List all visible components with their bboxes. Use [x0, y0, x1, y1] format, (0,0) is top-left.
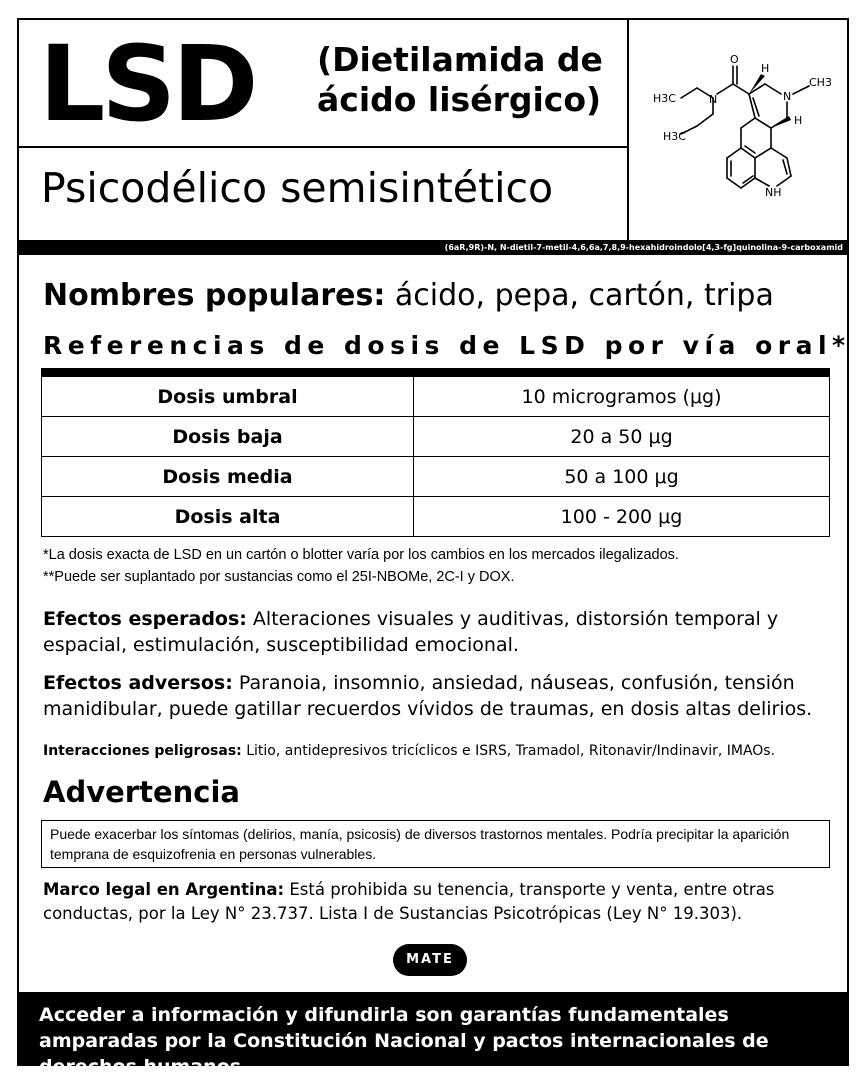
popular-names-label: Nombres populares: — [43, 278, 386, 313]
header-divider — [19, 146, 629, 148]
dose-label: Dosis media — [42, 457, 414, 497]
dose-value: 50 a 100 μg — [414, 457, 830, 497]
mate-logo: MATE — [393, 944, 467, 976]
substance-classification: Psicodélico semisintético — [41, 164, 554, 212]
legal-framework — [43, 878, 833, 926]
dose-label: Dosis umbral — [42, 377, 414, 417]
ring-nitrogen-label: N — [783, 90, 792, 103]
footnote-2: **Puede ser suplantado por sustancias como el 25I-NBOMe, 2C-I y DOX. — [43, 569, 515, 585]
dose-heading: Referencias de dosis de LSD por vía oral* — [43, 331, 851, 360]
legal-label: Marco legal en Argentina: — [43, 880, 285, 899]
info-card — [17, 18, 851, 1078]
substance-title: LSD — [39, 23, 255, 145]
dose-value: 100 - 200 μg — [414, 497, 830, 537]
adverse-effects-label: Efectos adversos: — [43, 672, 233, 694]
table-row — [42, 497, 830, 537]
dose-value: 20 a 50 μg — [414, 417, 830, 457]
warning-box: Puede exacerbar los síntomas (delirios, manía, psicosis) de diversos trastornos mentales. Podría precipitar la aparición temprana de esquizofrenia en personas vulnerables. — [41, 820, 830, 868]
interactions-label: Interacciones peligrosas: — [43, 743, 242, 759]
amide-nitrogen-label: N — [709, 93, 718, 106]
footnote-1: *La dosis exacta de LSD en un cartón o blotter varía por los cambios en los mercados ilegalizados. — [43, 547, 679, 563]
methyl-label-top: H3C — [653, 92, 676, 105]
table-row — [42, 457, 830, 497]
expected-effects-text: Alteraciones visuales y auditivas, distorsión temporal y espacial, estimulación, susceptibilidad emocional. — [43, 608, 779, 656]
table-row — [42, 377, 830, 417]
lsd-molecule-structure — [637, 36, 843, 224]
dose-label: Dosis baja — [42, 417, 414, 457]
popular-names — [43, 276, 774, 316]
full-name-line-2: ácido lisérgico) — [317, 80, 602, 119]
header — [19, 20, 847, 240]
table-row — [42, 417, 830, 457]
legal-text: Está prohibida su tenencia, transporte y venta, entre otras conductas, por la Ley N° 23.737. Lista I de Sustancias Psicotrópicas (Ley N° 19.303). — [43, 880, 775, 923]
iupac-name-bar: (6aR,9R)-N, N-dietil-7-metil-4,6,6a,7,8,9-hexahidroindolo[4,3-fg]quinolina-9-carboxamid — [19, 240, 847, 255]
footer-statement: Acceder a información y difundirla son garantías fundamentales amparadas por la Constitución Nacional y pactos internacionales de derechos humanos. — [19, 992, 847, 1064]
footnotes — [43, 544, 679, 588]
header-title-panel — [19, 20, 629, 240]
indole-nh-label: NH — [765, 186, 782, 199]
adverse-effects — [43, 670, 833, 722]
popular-names-value: ácido, pepa, cartón, tripa — [385, 278, 774, 313]
hydrogen-label-top: H — [761, 62, 770, 75]
oxygen-label: O — [730, 53, 739, 66]
n-methyl-label: CH3 — [809, 76, 832, 89]
hydrogen-label-right: H — [794, 114, 803, 127]
full-name-line-1: (Dietilamida de — [317, 40, 603, 79]
molecule-panel — [629, 20, 847, 240]
substance-full-name — [317, 40, 603, 120]
warning-title: Advertencia — [43, 775, 240, 809]
methyl-label-bottom: H3C — [663, 130, 686, 143]
dose-label: Dosis alta — [42, 497, 414, 537]
adverse-effects-text: Paranoia, insomnio, ansiedad, náuseas, confusión, tensión manidibular, puede gatillar recuerdos vívidos de traumas, en dosis altas delirios. — [43, 672, 813, 720]
expected-effects-label: Efectos esperados: — [43, 608, 247, 630]
dose-table — [41, 368, 830, 537]
expected-effects — [43, 606, 833, 658]
interactions-text: Litio, antidepresivos tricíclicos e ISRS, Tramadol, Ritonavir/Indinavir, IMAOs. — [241, 743, 776, 759]
dangerous-interactions — [43, 740, 833, 762]
dose-value: 10 microgramos (μg) — [414, 377, 830, 417]
